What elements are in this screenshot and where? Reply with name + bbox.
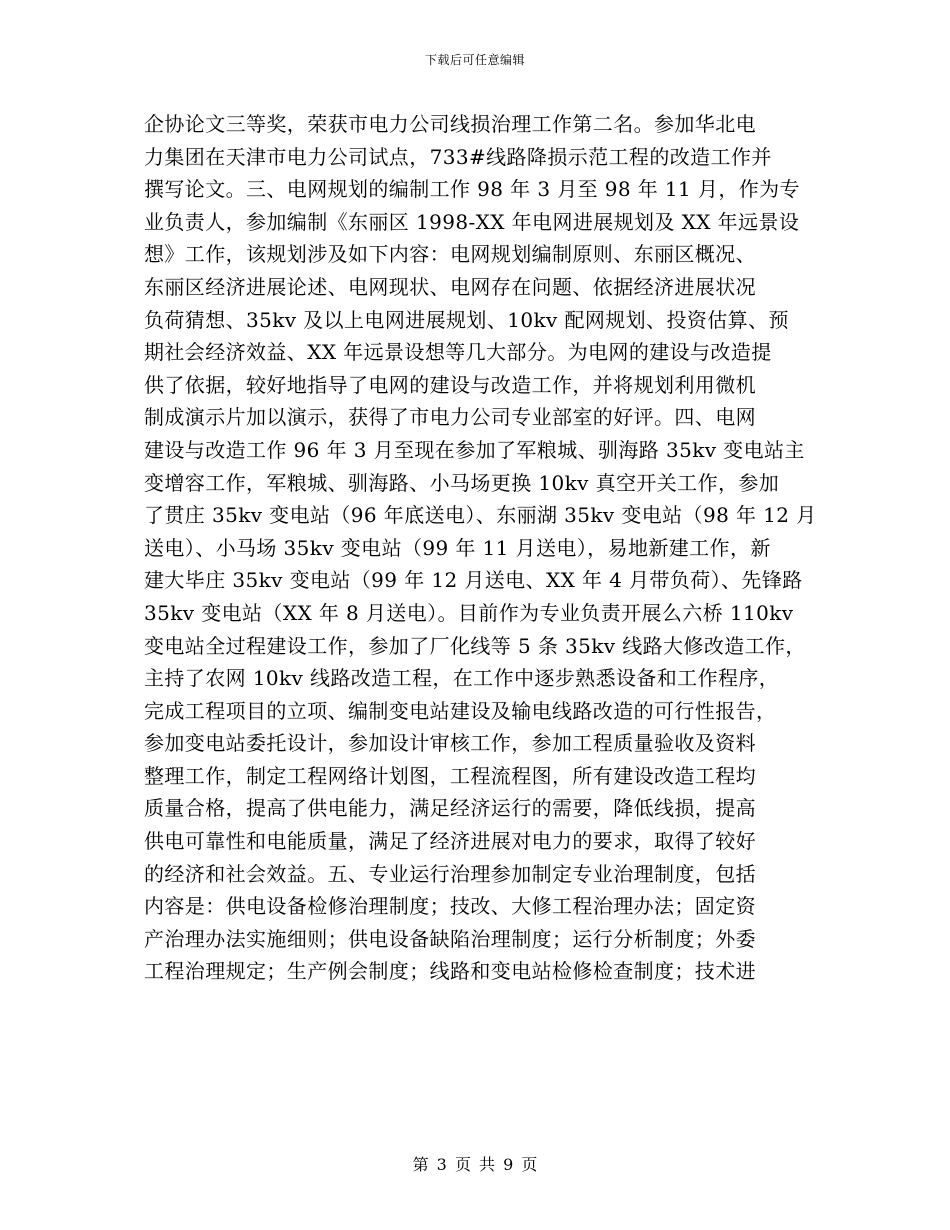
body-line: 的经济和社会效益。五、专业运行治理参加制定专业治理制度，包括	[144, 861, 756, 886]
body-line: 工程治理规定；生产例会制度；线路和变电站检修检查制度；技术进	[144, 959, 756, 984]
body-line: 建大毕庄 35kv 变电站（99 年 12 月送电、XX 年 4 月带负荷）、先锋路	[144, 568, 803, 593]
body-line: 主持了农网 10kv 线路改造工程，在工作中逐步熟悉设备和工作程序，	[144, 666, 780, 691]
body-line: 了贯庄 35kv 变电站（96 年底送电）、东丽湖 35kv 变电站（98 年 12 月	[144, 503, 817, 528]
body-line: 想》工作，该规划涉及如下内容：电网规划编制原则、东丽区概况、	[144, 242, 756, 267]
page-footer: 第 3 页 共 9 页	[412, 1155, 538, 1174]
body-line: 期社会经济效益、XX 年远景设想等几大部分。为电网的建设与改造提	[144, 340, 772, 365]
body-line: 送电）、小马场 35kv 变电站（99 年 11 月送电），易地新建工作，新	[144, 535, 771, 560]
body-line: 供电可靠性和电能质量，满足了经济进展对电力的要求，取得了较好	[144, 829, 756, 854]
body-line: 变电站全过程建设工作，参加了厂化线等 5 条 35kv 线路大修改造工作，	[144, 633, 806, 658]
body-line: 建设与改造工作 96 年 3 月至现在参加了军粮城、驯海路 35kv 变电站主	[144, 437, 805, 462]
body-line: 质量合格，提高了供电能力，满足经济运行的需要，降低线损，提高	[144, 796, 756, 821]
body-line: 东丽区经济进展论述、电网现状、电网存在问题、依据经济进展状况	[144, 274, 756, 299]
body-line: 供了依据，较好地指导了电网的建设与改造工作，并将规划利用微机	[144, 372, 756, 397]
body-line: 35kv 变电站（XX 年 8 月送电）。目前作为专业负责开展么六桥 110kv	[144, 600, 794, 625]
body-line: 内容是：供电设备检修治理制度；技改、大修工程治理办法；固定资	[144, 894, 756, 919]
body-line: 产治理办法实施细则；供电设备缺陷治理制度；运行分析制度；外委	[144, 926, 756, 951]
body-line: 完成工程项目的立项、编制变电站建设及输电线路改造的可行性报告，	[144, 698, 777, 723]
body-line: 负荷猜想、35kv 及以上电网进展规划、10kv 配网规划、投资估算、预	[144, 307, 789, 332]
page-header: 下载后可任意编辑	[424, 53, 525, 67]
body-line: 参加变电站委托设计，参加设计审核工作，参加工程质量验收及资料	[144, 731, 756, 756]
body-line: 制成演示片加以演示，获得了市电力公司专业部室的好评。四、电网	[144, 405, 756, 430]
body-line: 企协论文三等奖，荣获市电力公司线损治理工作第二名。参加华北电	[144, 112, 756, 136]
document-body	[144, 108, 817, 988]
body-line: 整理工作，制定工程网络计划图，工程流程图，所有建设改造工程均	[144, 763, 756, 788]
body-line: 变增容工作，军粮城、驯海路、小马场更换 10kv 真空开关工作，参加	[144, 470, 780, 495]
body-line: 业负责人，参加编制《东丽区 1998-XX 年电网进展规划及 XX 年远景设	[144, 209, 800, 234]
body-line: 力集团在天津市电力公司试点，733#线路降损示范工程的改造工作并	[144, 144, 772, 169]
body-line: 撰写论文。三、电网规划的编制工作 98 年 3 月至 98 年 11 月，作为专	[144, 177, 800, 202]
